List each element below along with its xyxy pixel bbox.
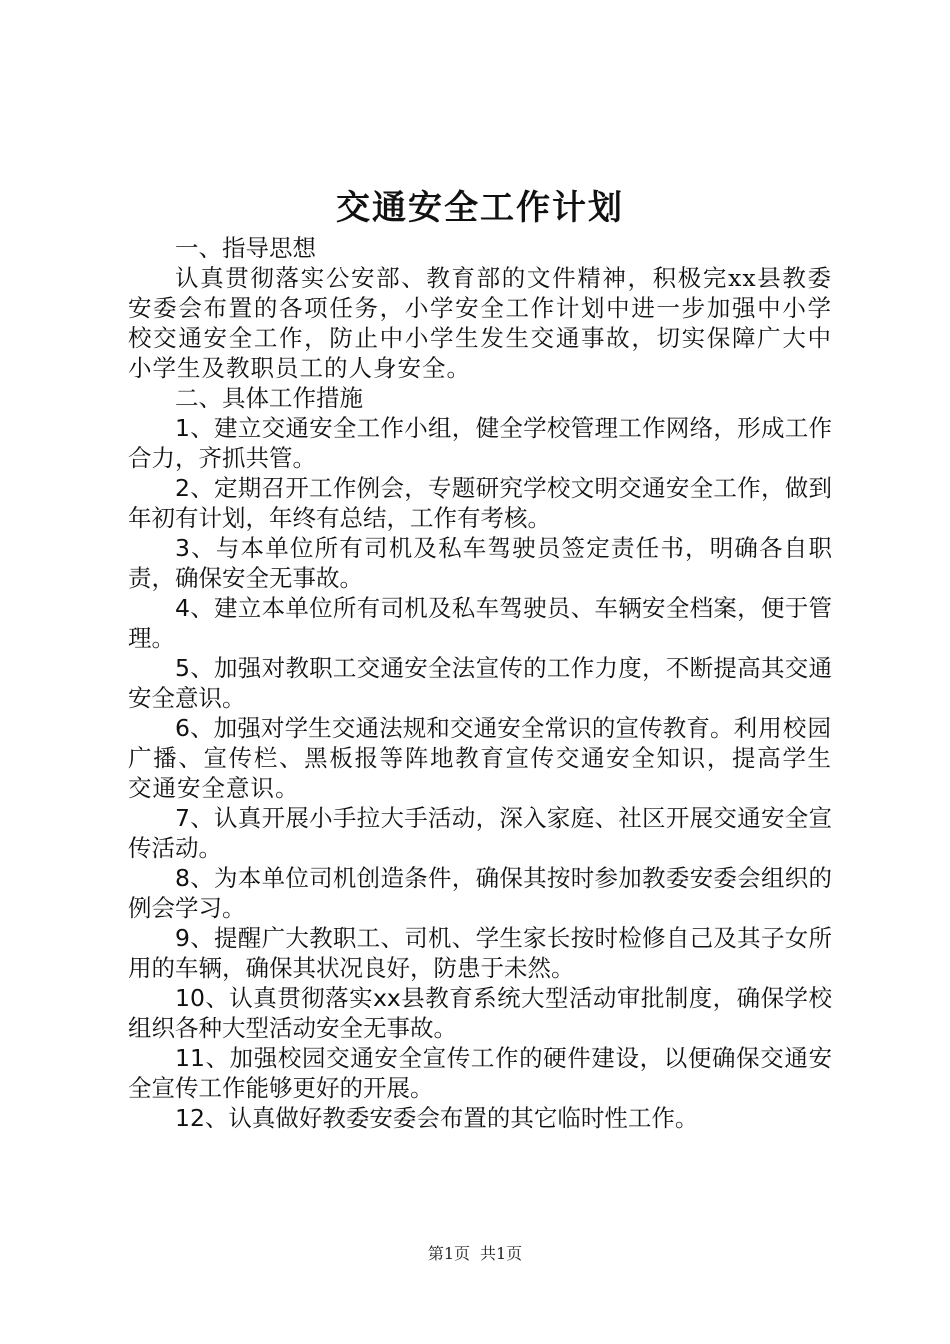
measure-item-3: 3、与本单位所有司机及私车驾驶员签定责任书，明确各自职责，确保安全无事故。	[128, 534, 832, 592]
page-number: 第1页	[427, 1244, 470, 1263]
document-body	[128, 233, 832, 1133]
document-page	[128, 183, 832, 1133]
measure-item-4: 4、建立本单位所有司机及私车驾驶员、车辆安全档案，便于管理。	[128, 594, 832, 652]
measure-item-10: 10、认真贯彻落实xx县教育系统大型活动审批制度，确保学校组织各种大型活动安全无事故。	[128, 984, 832, 1042]
document-title: 交通安全工作计划	[336, 188, 624, 228]
section-heading-guiding-ideology: 一、指导思想	[175, 234, 316, 262]
measure-item-1: 1、建立交通安全工作小组，健全学校管理工作网络，形成工作合力，齐抓共管。	[128, 414, 832, 472]
measure-item-6	[128, 713, 832, 803]
measure-item-6-continuation: 利用校园广播、宣传栏、黑板报等阵地教育宣传交通安全知识，提高学生交通安全意识。	[128, 714, 833, 802]
measure-item-5: 5、加强对教职工交通安全法宣传的工作力度，不断提高其交通安全意识。	[128, 654, 832, 712]
measure-item-2: 2、定期召开工作例会，专题研究学校文明交通安全工作，做到年初有计划，年终有总结，工作有考核。	[128, 474, 832, 532]
page-footer	[0, 1243, 950, 1265]
section-paragraph-guiding-ideology: 认真贯彻落实公安部、教育部的文件精神，积极完xx县教委安委会布置的各项任务，小学安全工作计划中进一步加强中小学校交通安全工作，防止中小学生发生交通事故，切实保障广大中小学生及教职员工的人身安全。	[128, 264, 832, 382]
page-total: 共1页	[480, 1244, 523, 1263]
measure-item-8: 8、为本单位司机创造条件，确保其按时参加教委安委会组织的例会学习。	[128, 864, 832, 922]
measure-item-6-lead: 6、加强对学生交通法规和交通安全常识的宣传教育。	[175, 714, 734, 742]
measure-item-11: 11、加强校园交通安全宣传工作的硬件建设，以便确保交通安全宣传工作能够更好的开展。	[128, 1044, 832, 1102]
measure-item-7: 7、认真开展小手拉大手活动，深入家庭、社区开展交通安全宣传活动。	[128, 804, 832, 862]
measure-item-9: 9、提醒广大教职工、司机、学生家长按时检修自己及其子女所用的车辆，确保其状况良好，防患于未然。	[128, 924, 832, 982]
measure-item-12: 12、认真做好教委安委会布置的其它临时性工作。	[175, 1104, 699, 1132]
section-heading-measures: 二、具体工作措施	[175, 384, 363, 412]
